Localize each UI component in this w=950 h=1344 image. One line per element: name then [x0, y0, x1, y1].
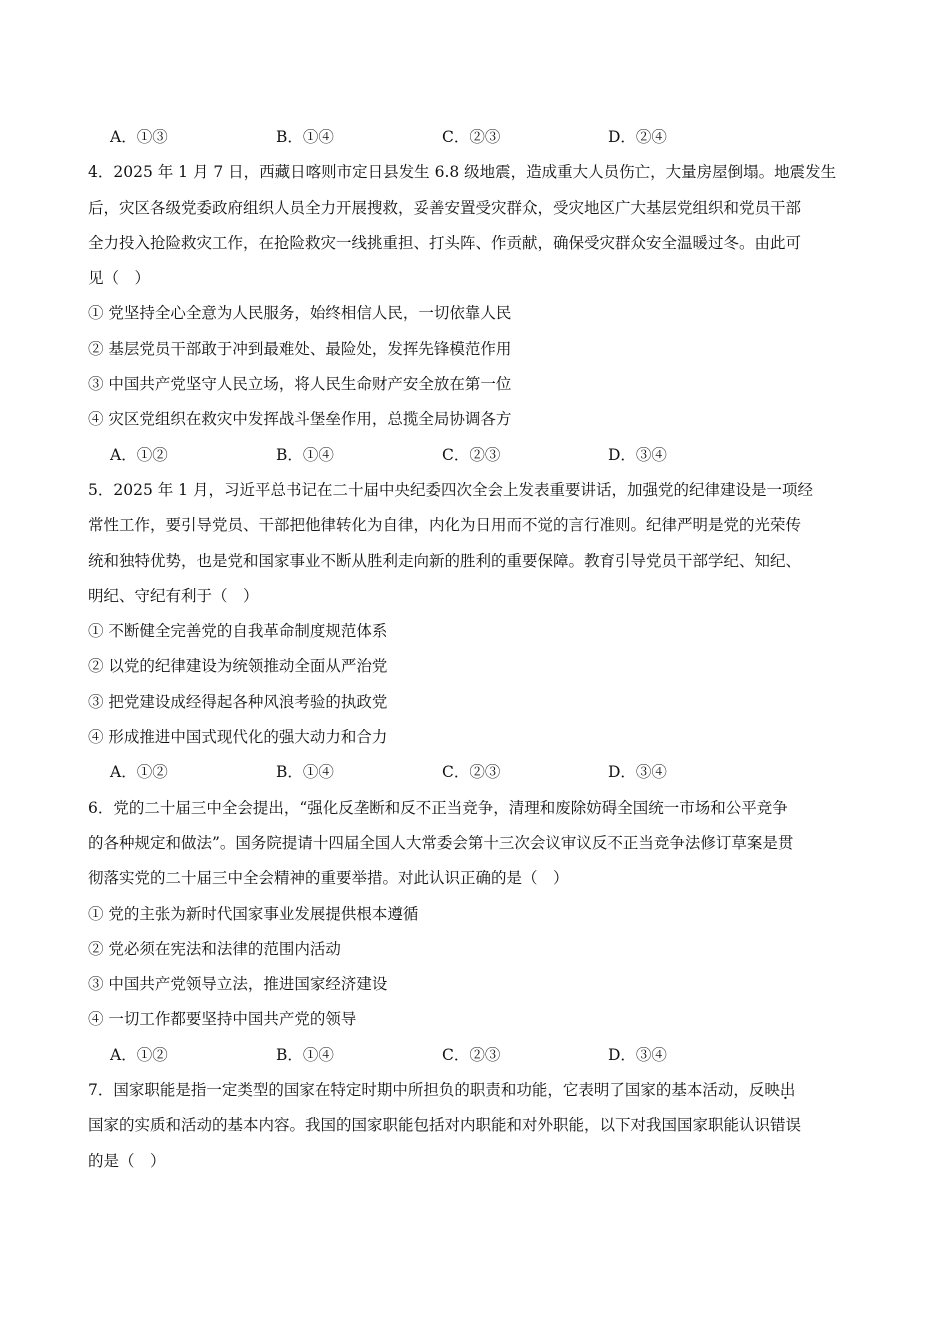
q5-stem-line: 常性工作，要引导党员、干部把他律转化为自律，内化为日用而不觉的言行准则。纪律严明是党的光荣传 [88, 516, 802, 535]
q4-statement-4: ④ 灾区党组织在救灾中发挥战斗堡垒作用，总揽全局协调各方 [88, 410, 512, 429]
exam-page [88, 120, 860, 1179]
q4-statement-3: ③ 中国共产党坚守人民立场，将人民生命财产安全放在第一位 [88, 375, 512, 394]
q6-option-c[interactable]: C．②③ [442, 1045, 501, 1064]
q5-options [88, 755, 860, 790]
q4-stem-line: 4．2025 年 1 月 7 日，西藏日喀则市定日县发生 6.8 级地震，造成重大人员伤亡，大量房屋倒塌。地震发生 [88, 163, 837, 182]
q7-stem-line [88, 1108, 860, 1143]
q5-statement-2: ② 以党的纪律建设为统领推动全面从严治党 [88, 657, 388, 676]
question-7 [88, 1073, 860, 1179]
q3-option-c[interactable]: C．②③ [442, 128, 501, 146]
q6-stem-line: 的各种规定和做法”。国务院提请十四届全国人大常委会第十三次会议审议反不正当竞争法修订草案是贯 [88, 833, 794, 852]
q4-option-d[interactable]: D．③④ [608, 445, 667, 464]
q5-option-c[interactable]: C．②③ [442, 763, 501, 782]
q6-statement-4: ④ 一切工作都要坚持中国共产党的领导 [88, 1010, 357, 1029]
q5-statement-1: ① 不断健全完善党的自我革命制度规范体系 [88, 622, 388, 641]
q5-option-d[interactable]: D．③④ [608, 763, 667, 782]
q6-option-d[interactable]: D．③④ [608, 1045, 667, 1064]
q6-statement-1: ① 党的主张为新时代国家事业发展提供根本遵循 [88, 904, 419, 923]
q6-option-b[interactable]: B．①④ [276, 1045, 334, 1064]
q7-emphasis-text: 错误 [770, 1116, 802, 1135]
q5-stem-line: 5．2025 年 1 月，习近平总书记在二十届中央纪委四次全会上发表重要讲话，加强党的纪律建设是一项经 [88, 480, 813, 499]
q4-statement-1: ① 党坚持全心全意为人民服务，始终相信人民，一切依靠人民 [88, 304, 512, 323]
q4-option-b[interactable]: B．①④ [276, 445, 334, 464]
q5-statement-3: ③ 把党建设成经得起各种风浪考验的执政党 [88, 692, 388, 711]
q4-statement-2: ② 基层党员干部敢于冲到最难处、最险处，发挥先锋模范作用 [88, 339, 512, 358]
q7-stem-text: 国家的实质和活动的基本内容。我国的国家职能包括对内职能和对外职能，以下对我国国家职能认识 [88, 1116, 771, 1135]
q5-stem-line: 统和独特优势，也是党和国家事业不断从胜利走向新的胜利的重要保障。教育引导党员干部学纪、知纪、 [88, 551, 802, 570]
q3-option-d[interactable]: D．②④ [608, 128, 667, 146]
q4-stem-line: 见（ ） [88, 269, 151, 288]
q5-option-b[interactable]: B．①④ [276, 763, 334, 782]
q3-option-b[interactable]: B．①④ [276, 128, 334, 146]
q4-options [88, 438, 860, 473]
q5-option-a[interactable]: A．①② [110, 763, 168, 782]
q4-option-a[interactable]: A．①② [110, 445, 168, 464]
q6-statement-2: ② 党必须在宪法和法律的范围内活动 [88, 939, 341, 958]
q6-stem-line: 彻落实党的二十届三中全会精神的重要举措。对此认识正确的是（ ） [88, 869, 569, 888]
q7-stem-line: 的是（ ） [88, 1151, 166, 1170]
q3-options [88, 120, 860, 155]
q4-stem-line: 后，灾区各级党委政府组织人员全力开展搜救，妥善安置受灾群众，受灾地区广大基层党组织和党员干部 [88, 198, 802, 217]
q3-option-a[interactable]: A．①③ [110, 128, 168, 146]
q6-statement-3: ③ 中国共产党领导立法，推进国家经济建设 [88, 975, 388, 994]
q5-stem-line: 明纪、守纪有利于（ ） [88, 586, 259, 605]
question-5 [88, 473, 860, 791]
question-6 [88, 791, 860, 1073]
q5-statement-4: ④ 形成推进中国式现代化的强大动力和合力 [88, 728, 388, 747]
q7-stem-line: 7．国家职能是指一定类型的国家在特定时期中所担负的职责和功能，它表明了国家的基本活动，反映出 [88, 1081, 796, 1100]
q6-stem-line: 6．党的二十届三中全会提出，“强化反垄断和反不正当竞争，清理和废除妨碍全国统一市场和公平竞争 [88, 798, 788, 817]
q6-option-a[interactable]: A．①② [110, 1045, 168, 1064]
q4-option-c[interactable]: C．②③ [442, 445, 501, 464]
q4-stem-line: 全力投入抢险救灾工作，在抢险救灾一线挑重担、打头阵、作贡献，确保受灾群众安全温暖过冬。由此可 [88, 233, 802, 252]
question-4 [88, 155, 860, 473]
q6-options [88, 1038, 860, 1073]
